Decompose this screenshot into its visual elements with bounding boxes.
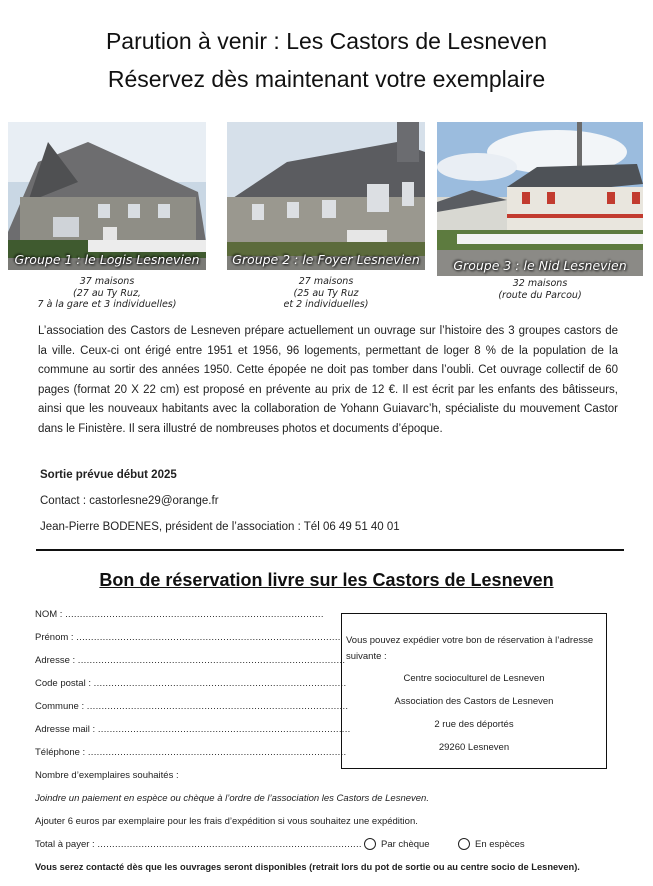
field-label: Prénom : — [35, 632, 74, 643]
fill-line: .......................................................................................... — [97, 839, 362, 850]
field-adresse-mail[interactable] — [35, 724, 351, 735]
fill-line: ........................................................................................ — [65, 609, 324, 620]
photo-groupe-3 — [437, 122, 643, 276]
headline-line-2: Réservez dès maintenant votre exemplaire — [107, 66, 546, 92]
detail-line: 37 maisons — [79, 276, 135, 287]
address-line: 2 rue des déportés — [434, 719, 514, 730]
radio-circle-icon[interactable] — [364, 838, 376, 850]
photo-groupe-2 — [227, 122, 425, 270]
fill-line: ........................................................................................ — [87, 747, 347, 758]
photo-details-groupe-1 — [8, 276, 206, 311]
detail-line: (25 au Ty Ruz — [293, 287, 359, 299]
contact-email: Contact : castorlesne29@orange.fr — [40, 495, 219, 507]
payment-note: Joindre un paiement en espèce ou chèque à l’ordre de l’association les Castors de Lesneven. — [35, 793, 429, 804]
fill-line: .......................................................................................... — [76, 632, 341, 643]
address-line: 29260 Lesneven — [438, 742, 510, 753]
field-label: Code postal : — [35, 678, 91, 689]
release-date: Sortie prévue début 2025 — [40, 469, 177, 481]
mailing-address-box — [341, 613, 607, 769]
divider — [36, 549, 624, 551]
detail-line: 32 maisons — [512, 278, 568, 289]
field-telephone[interactable] — [35, 747, 347, 758]
field-label: Adresse : — [35, 655, 76, 666]
address-line: Association des Castors de Lesneven — [394, 696, 554, 707]
photo-caption: Groupe 1 : le Logis Lesnevien — [14, 252, 200, 267]
field-label: Total à payer : — [35, 839, 95, 850]
field-nom[interactable] — [35, 609, 325, 620]
intro-paragraph: L’association des Castors de Lesneven prépare actuellement un ouvrage sur l’histoire des 3 groupes castors de la ville. Ceux-ci ont érigé entre 1951 et 1956, 96 logements, permettant de loger 8 % de la population de la commune au sortir des années 1950. Cette épopée ne doit pas tomber dans l’oubli. Cet ouvrage collectif de 60 pages (format 20 X 22 cm) est proposé en prévente au prix de 12 €. Il est écrit par les enfants des bâtisseurs, ainsi que les nouveaux habitants avec la collaboration de Yohann Guiavarc’h, spécialiste du mouvement Castor dans le Finistère. Il sera illustré de nombreuses photos et documents d’époque. — [38, 325, 618, 435]
radio-circle-icon[interactable] — [458, 838, 470, 850]
field-label: Adresse mail : — [35, 724, 96, 735]
field-label: Téléphone : — [35, 747, 86, 758]
fill-line: ......................................................................................... — [86, 701, 349, 712]
field-code-postal[interactable] — [35, 678, 347, 689]
field-label: NOM : — [35, 609, 63, 620]
radio-especes[interactable] — [458, 838, 525, 850]
radio-label: Par chèque — [381, 838, 430, 850]
shipping-note: Ajouter 6 euros par exemplaire pour les frais d’expédition si vous souhaitez une expédition. — [35, 816, 418, 827]
field-adresse[interactable] — [35, 655, 346, 666]
field-label: Commune : — [35, 701, 85, 712]
photo-groupe-1 — [8, 122, 206, 270]
radio-label: En espèces — [475, 838, 525, 850]
field-commune[interactable] — [35, 701, 349, 712]
fill-line: ...................................................................................... — [97, 724, 351, 735]
final-note: Vous serez contacté dès que les ouvrages seront disponibles (retrait lors du pot de sortie ou au centre socio de Lesneven). — [35, 862, 580, 872]
detail-line: 7 à la gare et 3 individuelles) — [37, 299, 177, 310]
address-line: Centre socioculturel de Lesneven — [403, 673, 545, 684]
photo-caption: Groupe 2 : le Foyer Lesnevien — [232, 252, 420, 267]
field-total[interactable] — [35, 839, 362, 850]
detail-line: 27 maisons — [298, 276, 354, 287]
detail-line: (route du Parcou) — [498, 289, 582, 301]
detail-line: (27 au Ty Ruz, — [73, 287, 141, 299]
radio-cheque[interactable] — [364, 838, 430, 850]
copies-label: Nombre d’exemplaires souhaités : — [35, 770, 179, 781]
form-title: Bon de réservation livre sur les Castors de Lesneven — [99, 570, 554, 590]
mailing-intro: Vous pouvez expédier votre bon de réservation à l’adresse suivante : — [346, 635, 594, 662]
field-prenom[interactable] — [35, 632, 341, 643]
president-contact: Jean-Pierre BODENES, président de l’association : Tél 06 49 51 40 01 — [40, 521, 400, 533]
fill-line: ...................................................................................... — [93, 678, 347, 689]
photo-details-groupe-2 — [227, 276, 425, 311]
fill-line: ........................................................................................... — [77, 655, 346, 666]
photo-caption: Groupe 3 : le Nid Lesnevien — [453, 258, 627, 273]
headline-line-1: Parution à venir : Les Castors de Lesneven — [105, 28, 548, 54]
detail-line: et 2 individuelles) — [283, 299, 369, 310]
photo-details-groupe-3 — [437, 278, 643, 301]
